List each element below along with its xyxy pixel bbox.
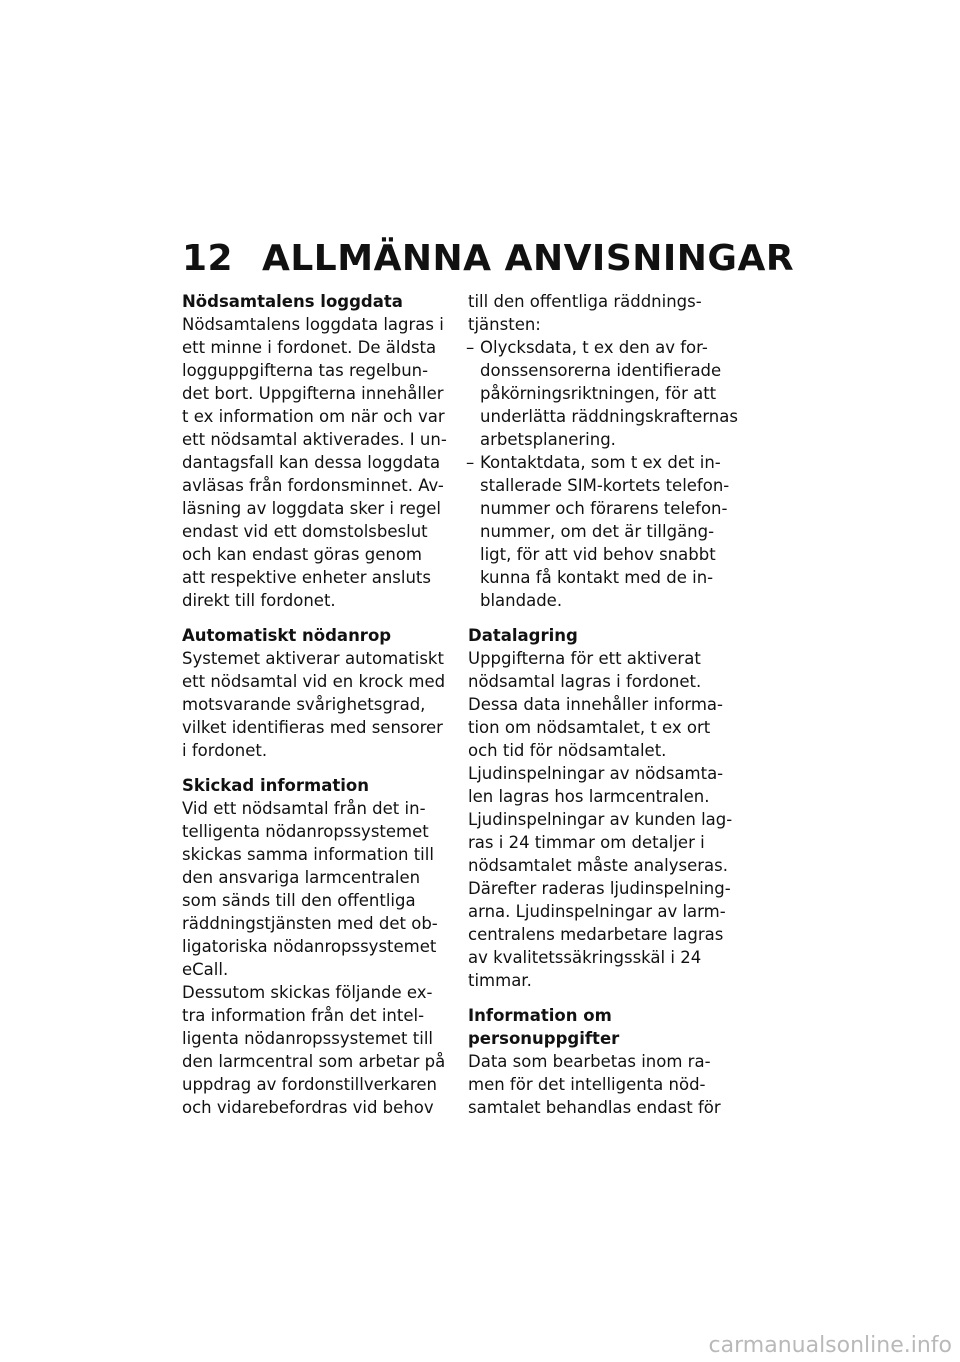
section — [182, 290, 454, 612]
text-line: och tid för nödsamtalet. — [468, 741, 667, 760]
text-line: centralens medarbetare lagras — [468, 925, 724, 944]
text-line: dantagsfall kan dessa loggdata — [182, 453, 441, 472]
text-line: ett nödsamtal aktiverades. I un- — [182, 430, 447, 449]
list-item-line: nummer och förarens telefon- — [480, 499, 728, 518]
text-line: ligatoriska nödanropssystemet — [182, 937, 437, 956]
text-line: men för det intelligenta nöd- — [468, 1075, 706, 1094]
text-line: logguppgifterna tas regelbun- — [182, 361, 429, 380]
text-line: det bort. Uppgifterna innehåller — [182, 384, 444, 403]
footer-watermark: carmanualsonline.info — [708, 1333, 952, 1358]
left-column — [182, 290, 454, 1131]
text-line: eCall. — [182, 960, 229, 979]
text-line: timmar. — [468, 971, 532, 990]
text-line: Därefter raderas ljudinspelning- — [468, 879, 731, 898]
list-item-line: nummer, om det är tillgäng- — [480, 522, 715, 541]
right-column — [468, 290, 740, 1131]
text-line: att respektive enheter ansluts — [182, 568, 431, 587]
list-item-line: – Kontaktdata, som t ex det in- — [468, 451, 740, 474]
list-item-line: kunna få kontakt med de in- — [480, 568, 714, 587]
text-line: t ex information om när och var — [182, 407, 445, 426]
text-line: tjänsten: — [468, 315, 541, 334]
text-line: den ansvariga larmcentralen — [182, 868, 421, 887]
text-line: av kvalitetssäkringsskäl i 24 — [468, 948, 702, 967]
text-line: i fordonet. — [182, 741, 268, 760]
list-item-line: ligt, för att vid behov snabbt — [480, 545, 716, 564]
text-line: räddningstjänsten med det ob- — [182, 914, 438, 933]
text-line: endast vid ett domstolsbeslut — [182, 522, 428, 541]
section-heading: Information om — [468, 1006, 612, 1025]
text-line: samtalet behandlas endast för — [468, 1098, 721, 1117]
text-line: Uppgifterna för ett aktiverat — [468, 649, 701, 668]
text-line: ett minne i fordonet. De äldsta — [182, 338, 437, 357]
text-line: Ljudinspelningar av nödsamta- — [468, 764, 724, 783]
text-line: uppdrag av fordonstillverkaren — [182, 1075, 437, 1094]
text-line: nödsamtal lagras i fordonet. — [468, 672, 702, 691]
text-line: len lagras hos larmcentralen. — [468, 787, 710, 806]
text-line: Dessa data innehåller informa- — [468, 695, 723, 714]
section — [468, 290, 740, 612]
section — [182, 774, 454, 1119]
list-item-line: blandade. — [480, 591, 563, 610]
text-line: tra information från det intel- — [182, 1006, 425, 1025]
text-line: ett nödsamtal vid en krock med — [182, 672, 446, 691]
text-line: Vid ett nödsamtal från det in- — [182, 799, 426, 818]
text-line: Nödsamtalens loggdata lagras i — [182, 315, 444, 334]
list-item-line: påkörningsriktningen, för att — [480, 384, 717, 403]
chapter-title: ALLMÄNNA ANVISNINGAR — [262, 238, 795, 279]
list-item-line: stallerade SIM-kortets telefon- — [480, 476, 730, 495]
section-heading: personuppgifter — [468, 1029, 620, 1048]
section — [182, 624, 454, 762]
section-heading: Nödsamtalens loggdata — [182, 292, 403, 311]
section-heading: Datalagring — [468, 626, 578, 645]
text-line: nödsamtalet måste analyseras. — [468, 856, 728, 875]
chapter-number: 12 — [182, 238, 234, 279]
section — [468, 624, 740, 992]
text-line: ras i 24 timmar om detaljer i — [468, 833, 705, 852]
section-heading: Automatiskt nödanrop — [182, 626, 392, 645]
text-line: den larmcentral som arbetar på — [182, 1052, 446, 1071]
section-heading: Skickad information — [182, 776, 369, 795]
text-line: telligenta nödanropssystemet — [182, 822, 429, 841]
text-line: Systemet aktiverar automatiskt — [182, 649, 444, 668]
list-item-line: underlätta räddningskrafternas — [480, 407, 738, 426]
text-line: Data som bearbetas inom ra- — [468, 1052, 711, 1071]
text-line: avläsas från fordonsminnet. Av- — [182, 476, 444, 495]
list-item-line: arbetsplanering. — [480, 430, 616, 449]
section — [468, 1004, 740, 1119]
text-line: skickas samma information till — [182, 845, 434, 864]
text-line: direkt till fordonet. — [182, 591, 336, 610]
list-item-line: donssensorerna identifierade — [480, 361, 722, 380]
text-line: Ljudinspelningar av kunden lag- — [468, 810, 733, 829]
text-line: till den offentliga räddnings- — [468, 292, 702, 311]
text-line: ligenta nödanropssystemet till — [182, 1029, 433, 1048]
text-line: läsning av loggdata sker i regel — [182, 499, 442, 518]
text-line: och kan endast göras genom — [182, 545, 423, 564]
text-line: tion om nödsamtalet, t ex ort — [468, 718, 711, 737]
list-item-line: – Olycksdata, t ex den av for- — [468, 336, 740, 359]
text-line: och vidarebefordras vid behov — [182, 1098, 434, 1117]
chapter-heading — [182, 236, 794, 282]
text-line: vilket identifieras med sensorer — [182, 718, 443, 737]
text-line: som sänds till den offentliga — [182, 891, 416, 910]
text-line: motsvarande svårighetsgrad, — [182, 695, 426, 714]
text-line: Dessutom skickas följande ex- — [182, 983, 433, 1002]
text-line: arna. Ljudinspelningar av larm- — [468, 902, 726, 921]
